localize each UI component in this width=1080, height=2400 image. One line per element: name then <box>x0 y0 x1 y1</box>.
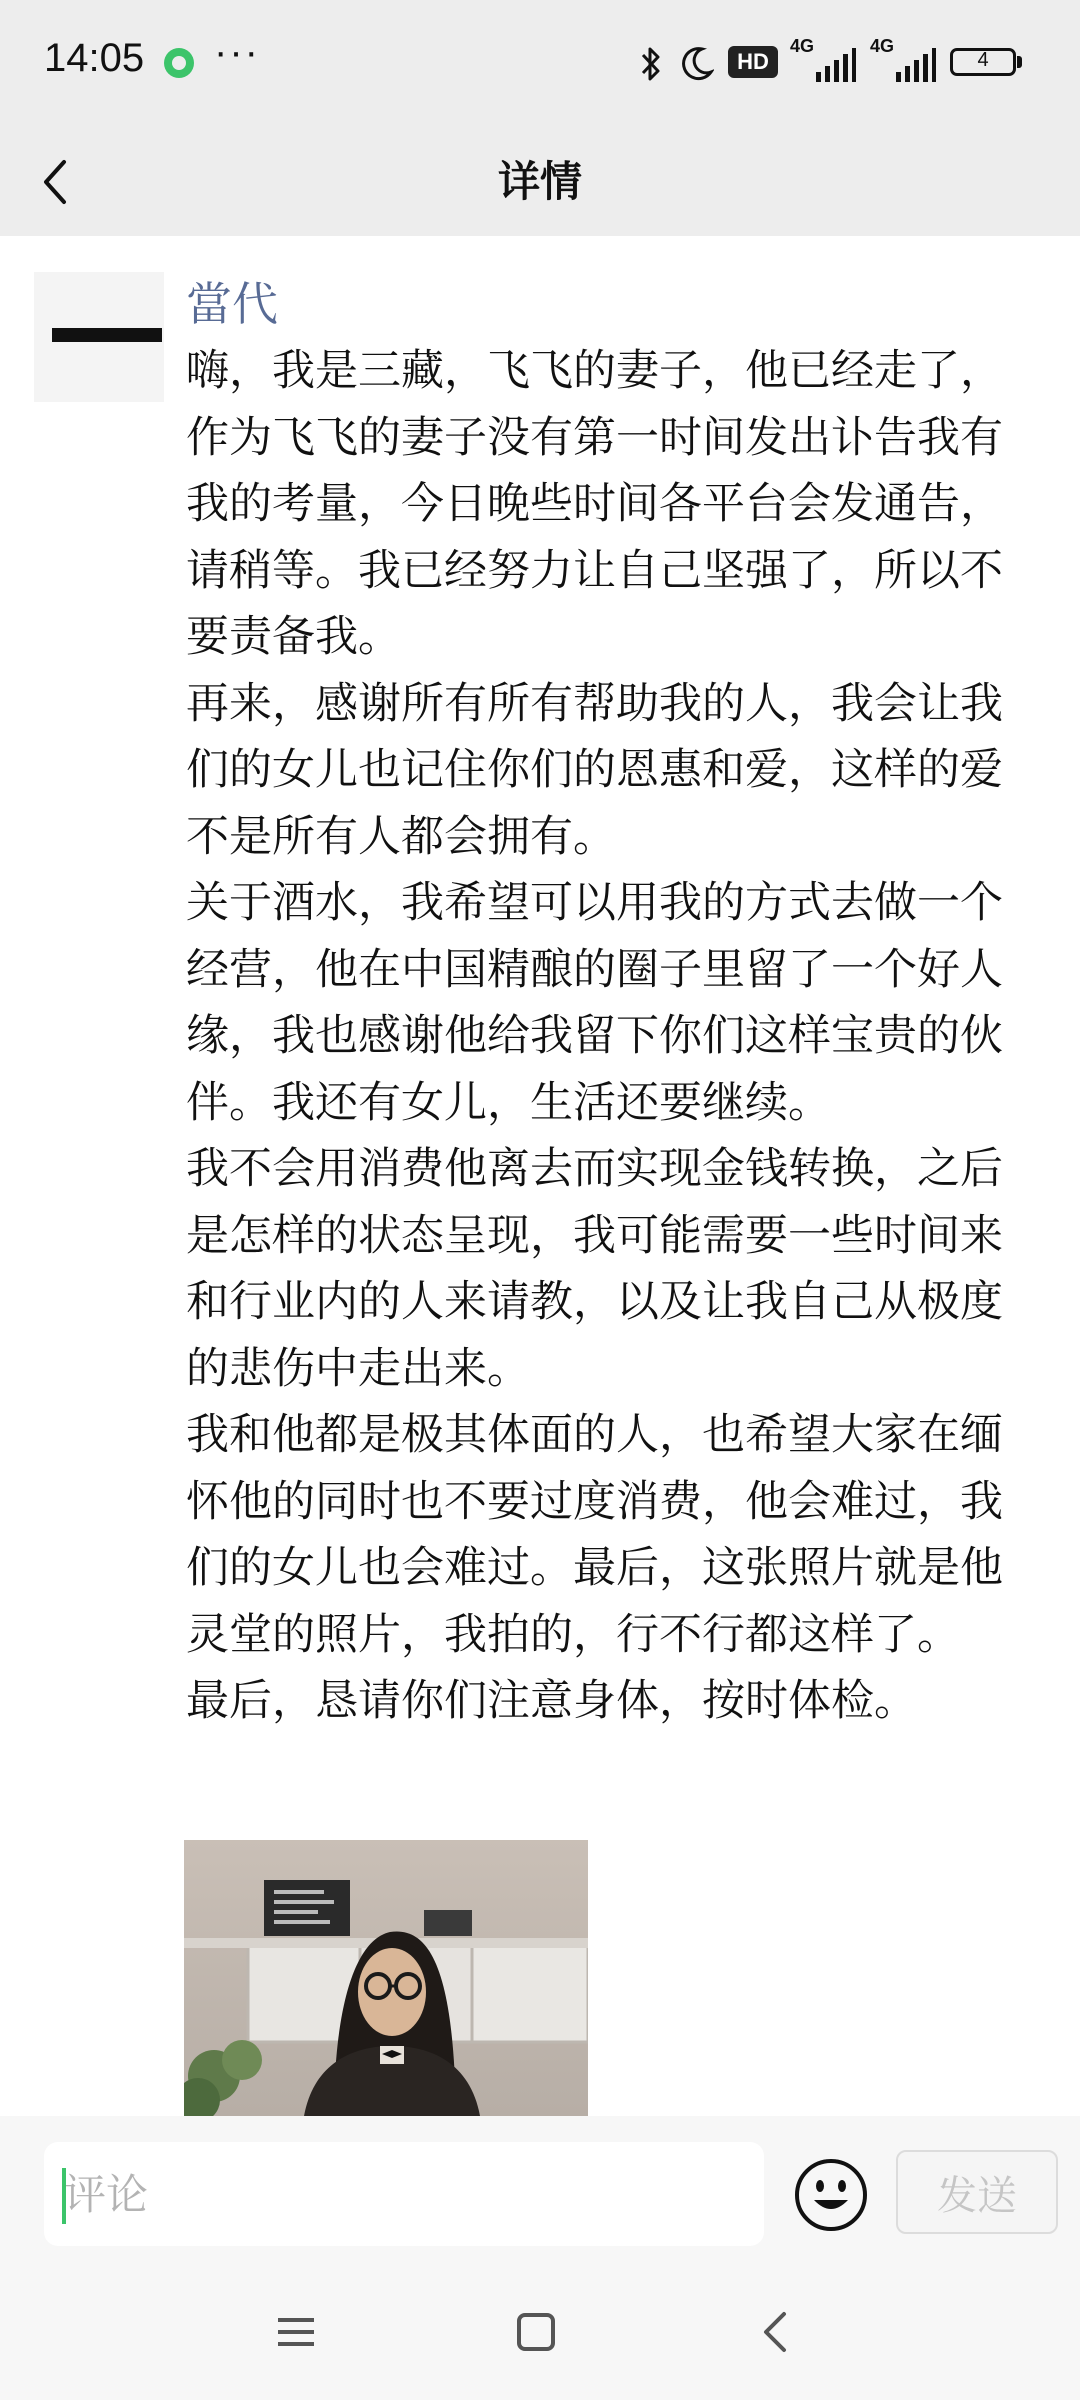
home-button[interactable] <box>506 2302 566 2362</box>
post-paragraph: 再来，感谢所有所有帮助我的人，我会让我们的女儿也记住你们的恩惠和爱，这样的爱不是所有人都会拥有。 <box>186 678 1003 862</box>
status-icons <box>640 36 1030 90</box>
smiley-icon <box>792 2156 870 2234</box>
post-detail <box>0 236 1080 2116</box>
comment-input[interactable] <box>44 2142 764 2246</box>
post-paragraph: 我不会用消费他离去而实现金钱转换，之后是怎样的状态呈现，我可能需要一些时间来和行业内的人来请教，以及让我自己从极度的悲伤中走出来。 <box>186 1144 1003 1394</box>
send-button[interactable]: 发送 <box>896 2150 1058 2234</box>
post-paragraph: 嗨，我是三藏，飞飞的妻子，他已经走了，作为飞飞的妻子没有第一时间发出讣告我有我的考量，今日晚些时间各平台会发通告，请稍等。我已经努力让自己坚强了，所以不要责备我。 <box>186 346 1003 662</box>
bluetooth-icon <box>640 44 662 84</box>
home-square-icon <box>506 2302 566 2362</box>
post-paragraph: 我和他都是极其体面的人，也希望大家在缅怀他的同时也不要过度消费，他会难过，我们的女儿也会难过。最后，这张照片就是他灵堂的照片，我拍的，行不行都这样了。 <box>186 1410 1003 1660</box>
back-icon <box>746 2302 806 2362</box>
author-name[interactable]: 當代 <box>186 277 278 331</box>
app-notification-icon <box>164 48 194 78</box>
status-time: 14:05 <box>44 36 145 80</box>
portrait-photo <box>184 1840 588 2116</box>
comment-bar <box>0 2116 1080 2260</box>
header-bar <box>0 128 1080 236</box>
page-title: 详情 <box>497 157 582 206</box>
signal-icon: 4G <box>870 40 940 84</box>
hd-voice-icon: HD <box>728 46 778 78</box>
avatar-mark <box>52 328 162 342</box>
moon-icon <box>680 46 714 82</box>
menu-icon <box>266 2302 326 2362</box>
post-paragraph: 关于酒水，我希望可以用我的方式去做一个经营，他在中国精酿的圈子里留了一个好人缘，我也感谢他给我留下你们这样宝贵的伙伴。我还有女儿，生活还要继续。 <box>186 878 1003 1128</box>
menu-button[interactable] <box>266 2302 326 2362</box>
status-bar <box>0 0 1080 128</box>
post-text <box>186 338 1016 1735</box>
signal-icon: 4G <box>790 40 860 84</box>
post-photo[interactable] <box>184 1840 588 2116</box>
status-more-indicator: ··· <box>214 30 260 74</box>
system-navigation-bar <box>0 2260 1080 2400</box>
system-back-button[interactable] <box>746 2302 806 2362</box>
battery-tip <box>1017 56 1022 68</box>
emoji-button[interactable] <box>792 2156 870 2234</box>
back-button[interactable] <box>30 142 110 222</box>
post-paragraph: 最后，恳请你们注意身体，按时体检。 <box>186 1676 917 1726</box>
text-caret <box>62 2168 66 2224</box>
battery-icon: 4 <box>950 48 1016 76</box>
chevron-left-icon <box>30 142 110 222</box>
